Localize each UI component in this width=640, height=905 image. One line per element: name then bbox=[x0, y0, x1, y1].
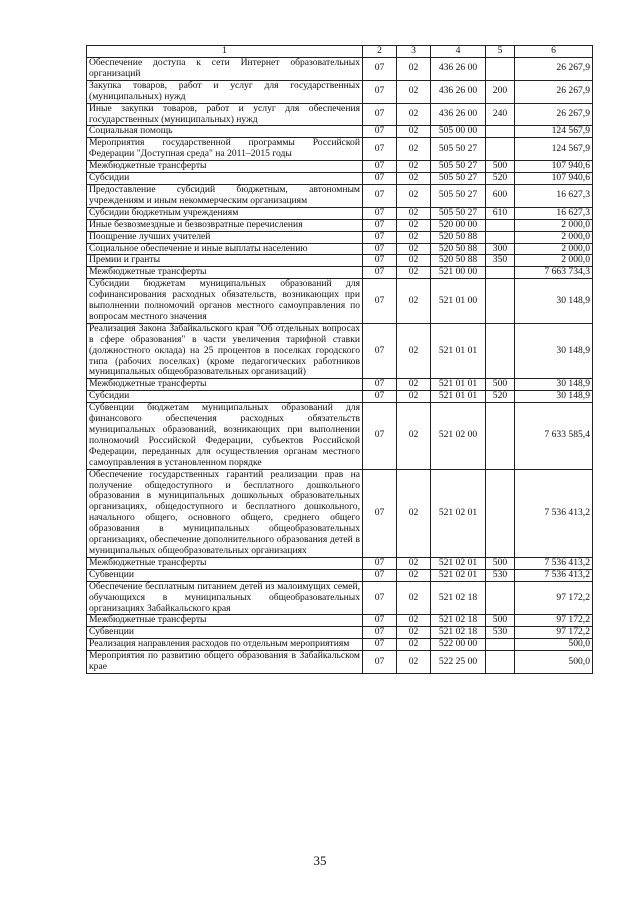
header-row bbox=[87, 46, 593, 58]
section-code-cell: 07 bbox=[363, 138, 397, 161]
target-article-cell: 521 02 01 bbox=[431, 569, 486, 581]
table-row bbox=[87, 161, 593, 173]
header-cell: 3 bbox=[397, 46, 431, 58]
subsection-code-cell: 02 bbox=[397, 379, 431, 391]
target-article-cell: 521 02 18 bbox=[431, 581, 486, 615]
section-code-cell: 07 bbox=[363, 231, 397, 243]
amount-cell: 97 172,2 bbox=[515, 627, 593, 639]
expense-name-cell: Субсидии бюджетным учреждениям bbox=[87, 207, 363, 219]
amount-cell: 2 000,0 bbox=[515, 231, 593, 243]
table-row bbox=[87, 255, 593, 267]
subsection-code-cell: 02 bbox=[397, 615, 431, 627]
expense-type-cell bbox=[486, 138, 515, 161]
target-article-cell: 521 01 00 bbox=[431, 279, 486, 324]
table-row bbox=[87, 279, 593, 324]
amount-cell: 7 536 413,2 bbox=[515, 569, 593, 581]
section-code-cell: 07 bbox=[363, 569, 397, 581]
amount-cell: 30 148,9 bbox=[515, 379, 593, 391]
expense-name-cell: Межбюджетные трансферты bbox=[87, 557, 363, 569]
subsection-code-cell: 02 bbox=[397, 639, 431, 651]
section-code-cell: 07 bbox=[363, 639, 397, 651]
table-row bbox=[87, 469, 593, 557]
section-code-cell: 07 bbox=[363, 267, 397, 279]
target-article-cell: 521 01 01 bbox=[431, 391, 486, 403]
expense-name-cell: Межбюджетные трансферты bbox=[87, 161, 363, 173]
target-article-cell: 505 50 27 bbox=[431, 138, 486, 161]
section-code-cell: 07 bbox=[363, 126, 397, 138]
amount-cell: 26 267,9 bbox=[515, 103, 593, 126]
expense-type-cell: 520 bbox=[486, 391, 515, 403]
section-code-cell: 07 bbox=[363, 391, 397, 403]
table-row bbox=[87, 379, 593, 391]
amount-cell: 7 536 413,2 bbox=[515, 557, 593, 569]
table-row bbox=[87, 569, 593, 581]
expense-name-cell: Закупка товаров, работ и услуг для государственных (муниципальных) нужд bbox=[87, 80, 363, 103]
section-code-cell: 07 bbox=[363, 379, 397, 391]
amount-cell: 26 267,9 bbox=[515, 58, 593, 81]
section-code-cell: 07 bbox=[363, 255, 397, 267]
expense-type-cell bbox=[486, 403, 515, 469]
target-article-cell: 505 00 00 bbox=[431, 126, 486, 138]
section-code-cell: 07 bbox=[363, 279, 397, 324]
amount-cell: 2 000,0 bbox=[515, 255, 593, 267]
expense-type-cell: 350 bbox=[486, 255, 515, 267]
subsection-code-cell: 02 bbox=[397, 161, 431, 173]
expense-name-cell: Иные безвозмездные и безвозвратные перечисления bbox=[87, 219, 363, 231]
expense-type-cell bbox=[486, 267, 515, 279]
target-article-cell: 522 25 00 bbox=[431, 651, 486, 674]
subsection-code-cell: 02 bbox=[397, 231, 431, 243]
section-code-cell: 07 bbox=[363, 219, 397, 231]
target-article-cell: 505 50 27 bbox=[431, 173, 486, 185]
expense-type-cell: 300 bbox=[486, 243, 515, 255]
expense-name-cell: Реализация Закона Забайкальского края "Об отдельных вопросах в сфере образования" в части увеличения тарифной ставки (должностного оклада) на 25 процентов в поселках городского типа (рабочих поселках) (кроме педагогических работников муниципальных общеобразовательных организаций) bbox=[87, 323, 363, 379]
expense-type-cell: 520 bbox=[486, 173, 515, 185]
section-code-cell: 07 bbox=[363, 651, 397, 674]
section-code-cell: 07 bbox=[363, 103, 397, 126]
subsection-code-cell: 02 bbox=[397, 103, 431, 126]
expense-type-cell bbox=[486, 581, 515, 615]
expense-type-cell bbox=[486, 651, 515, 674]
expense-name-cell: Предоставление субсидий бюджетным, автономным учреждениям и иным некоммерческим организациям bbox=[87, 184, 363, 207]
table-row bbox=[87, 219, 593, 231]
table-row bbox=[87, 651, 593, 674]
amount-cell: 26 267,9 bbox=[515, 80, 593, 103]
amount-cell: 7 663 734,3 bbox=[515, 267, 593, 279]
table-row bbox=[87, 173, 593, 185]
header-cell: 6 bbox=[515, 46, 593, 58]
target-article-cell: 522 00 00 bbox=[431, 639, 486, 651]
header-cell: 2 bbox=[363, 46, 397, 58]
target-article-cell: 521 01 01 bbox=[431, 379, 486, 391]
expense-type-cell: 240 bbox=[486, 103, 515, 126]
target-article-cell: 436 26 00 bbox=[431, 103, 486, 126]
expense-name-cell: Премии и гранты bbox=[87, 255, 363, 267]
expense-name-cell: Социальное обеспечение и иные выплаты населению bbox=[87, 243, 363, 255]
subsection-code-cell: 02 bbox=[397, 569, 431, 581]
expense-type-cell bbox=[486, 231, 515, 243]
subsection-code-cell: 02 bbox=[397, 219, 431, 231]
expense-type-cell: 600 bbox=[486, 184, 515, 207]
expense-type-cell bbox=[486, 219, 515, 231]
amount-cell: 500,0 bbox=[515, 651, 593, 674]
subsection-code-cell: 02 bbox=[397, 323, 431, 379]
expense-type-cell bbox=[486, 58, 515, 81]
amount-cell: 124 567,9 bbox=[515, 138, 593, 161]
table-row bbox=[87, 323, 593, 379]
expense-name-cell: Субвенции bbox=[87, 569, 363, 581]
target-article-cell: 505 50 27 bbox=[431, 161, 486, 173]
subsection-code-cell: 02 bbox=[397, 651, 431, 674]
subsection-code-cell: 02 bbox=[397, 138, 431, 161]
amount-cell: 30 148,9 bbox=[515, 323, 593, 379]
target-article-cell: 521 02 00 bbox=[431, 403, 486, 469]
expense-name-cell: Мероприятия по развитию общего образования в Забайкальском крае bbox=[87, 651, 363, 674]
section-code-cell: 07 bbox=[363, 469, 397, 557]
amount-cell: 16 627,3 bbox=[515, 184, 593, 207]
table-row bbox=[87, 231, 593, 243]
subsection-code-cell: 02 bbox=[397, 80, 431, 103]
amount-cell: 97 172,2 bbox=[515, 615, 593, 627]
target-article-cell: 521 02 18 bbox=[431, 615, 486, 627]
subsection-code-cell: 02 bbox=[397, 173, 431, 185]
subsection-code-cell: 02 bbox=[397, 184, 431, 207]
amount-cell: 30 148,9 bbox=[515, 391, 593, 403]
expense-type-cell bbox=[486, 469, 515, 557]
subsection-code-cell: 02 bbox=[397, 243, 431, 255]
amount-cell: 107 940,6 bbox=[515, 173, 593, 185]
expense-name-cell: Обеспечение государственных гарантий реализации прав на получение общедоступного и бесплатного дошкольного образования в муниципальных дошкольных образовательных организациях, общедоступного и бесплатного дошкольного, начального общего, основного общего, среднего общего образования в муниципальных общеобразовательных организациях, обеспечение дополнительного образования детей в муниципальных общеобразовательных организациях bbox=[87, 469, 363, 557]
amount-cell: 2 000,0 bbox=[515, 219, 593, 231]
header-cell: 4 bbox=[431, 46, 486, 58]
amount-cell: 30 148,9 bbox=[515, 279, 593, 324]
subsection-code-cell: 02 bbox=[397, 469, 431, 557]
expense-name-cell: Субвенции bbox=[87, 627, 363, 639]
section-code-cell: 07 bbox=[363, 243, 397, 255]
subsection-code-cell: 02 bbox=[397, 581, 431, 615]
expense-name-cell: Межбюджетные трансферты bbox=[87, 267, 363, 279]
table-row bbox=[87, 391, 593, 403]
expense-type-cell bbox=[486, 639, 515, 651]
section-code-cell: 07 bbox=[363, 323, 397, 379]
amount-cell: 7 536 413,2 bbox=[515, 469, 593, 557]
expense-type-cell: 500 bbox=[486, 379, 515, 391]
table-row bbox=[87, 615, 593, 627]
expense-type-cell: 500 bbox=[486, 557, 515, 569]
amount-cell: 16 627,3 bbox=[515, 207, 593, 219]
expense-name-cell: Межбюджетные трансферты bbox=[87, 379, 363, 391]
subsection-code-cell: 02 bbox=[397, 557, 431, 569]
target-article-cell: 520 50 88 bbox=[431, 255, 486, 267]
expense-name-cell: Мероприятия государственной программы Российской Федерации "Доступная среда" на 2011–2015 годы bbox=[87, 138, 363, 161]
expense-name-cell: Субсидии бюджетам муниципальных образований для софинансирования расходных обязательств, возникающих при выполнении полномочий органов местного самоуправления по вопросам местного значения bbox=[87, 279, 363, 324]
target-article-cell: 521 00 00 bbox=[431, 267, 486, 279]
section-code-cell: 07 bbox=[363, 627, 397, 639]
target-article-cell: 521 02 01 bbox=[431, 557, 486, 569]
amount-cell: 2 000,0 bbox=[515, 243, 593, 255]
section-code-cell: 07 bbox=[363, 615, 397, 627]
target-article-cell: 436 26 00 bbox=[431, 80, 486, 103]
target-article-cell: 436 26 00 bbox=[431, 58, 486, 81]
table-body bbox=[87, 58, 593, 674]
expense-name-cell: Иные закупки товаров, работ и услуг для обеспечения государственных (муниципальных) нужд bbox=[87, 103, 363, 126]
header-cell: 1 bbox=[87, 46, 363, 58]
table-row bbox=[87, 80, 593, 103]
table-row bbox=[87, 403, 593, 469]
expense-name-cell: Обеспечение доступа к сети Интернет образовательных организаций bbox=[87, 58, 363, 81]
amount-cell: 107 940,6 bbox=[515, 161, 593, 173]
expense-name-cell: Субсидии bbox=[87, 391, 363, 403]
expense-name-cell: Субсидии bbox=[87, 173, 363, 185]
section-code-cell: 07 bbox=[363, 173, 397, 185]
amount-cell: 7 633 585,4 bbox=[515, 403, 593, 469]
target-article-cell: 521 02 18 bbox=[431, 627, 486, 639]
target-article-cell: 505 50 27 bbox=[431, 184, 486, 207]
amount-cell: 500,0 bbox=[515, 639, 593, 651]
expense-name-cell: Межбюджетные трансферты bbox=[87, 615, 363, 627]
table-row bbox=[87, 184, 593, 207]
budget-table bbox=[86, 45, 593, 674]
subsection-code-cell: 02 bbox=[397, 627, 431, 639]
subsection-code-cell: 02 bbox=[397, 255, 431, 267]
table-row bbox=[87, 581, 593, 615]
subsection-code-cell: 02 bbox=[397, 391, 431, 403]
subsection-code-cell: 02 bbox=[397, 207, 431, 219]
expense-type-cell: 530 bbox=[486, 569, 515, 581]
expense-type-cell: 500 bbox=[486, 615, 515, 627]
expense-name-cell: Поощрение лучших учителей bbox=[87, 231, 363, 243]
table-row bbox=[87, 627, 593, 639]
target-article-cell: 521 02 01 bbox=[431, 469, 486, 557]
section-code-cell: 07 bbox=[363, 557, 397, 569]
subsection-code-cell: 02 bbox=[397, 126, 431, 138]
header-cell: 5 bbox=[486, 46, 515, 58]
table-row bbox=[87, 58, 593, 81]
table-row bbox=[87, 243, 593, 255]
expense-name-cell: Реализация направления расходов по отдельным мероприятиям bbox=[87, 639, 363, 651]
expense-type-cell: 500 bbox=[486, 161, 515, 173]
section-code-cell: 07 bbox=[363, 403, 397, 469]
target-article-cell: 520 00 00 bbox=[431, 219, 486, 231]
expense-name-cell: Субвенции бюджетам муниципальных образований для финансового обеспечения расходных обязательств муниципальных образований, возникающих при выполнении полномочий Российской Федерации, субъектов Российской Федерации, переданных для осуществления органам местного самоуправления в установленном порядке bbox=[87, 403, 363, 469]
subsection-code-cell: 02 bbox=[397, 267, 431, 279]
section-code-cell: 07 bbox=[363, 80, 397, 103]
table-row bbox=[87, 138, 593, 161]
table-row bbox=[87, 103, 593, 126]
expense-type-cell: 610 bbox=[486, 207, 515, 219]
target-article-cell: 520 50 88 bbox=[431, 243, 486, 255]
table-row bbox=[87, 126, 593, 138]
page-number: 35 bbox=[313, 853, 327, 868]
expense-name-cell: Обеспечение бесплатным питанием детей из малоимущих семей, обучающихся в муниципальных общеобразовательных организациях Забайкальского края bbox=[87, 581, 363, 615]
section-code-cell: 07 bbox=[363, 161, 397, 173]
target-article-cell: 521 01 01 bbox=[431, 323, 486, 379]
expense-type-cell bbox=[486, 323, 515, 379]
subsection-code-cell: 02 bbox=[397, 279, 431, 324]
expense-type-cell: 530 bbox=[486, 627, 515, 639]
amount-cell: 97 172,2 bbox=[515, 581, 593, 615]
table-row bbox=[87, 267, 593, 279]
subsection-code-cell: 02 bbox=[397, 58, 431, 81]
section-code-cell: 07 bbox=[363, 184, 397, 207]
amount-cell: 124 567,9 bbox=[515, 126, 593, 138]
subsection-code-cell: 02 bbox=[397, 403, 431, 469]
section-code-cell: 07 bbox=[363, 581, 397, 615]
expense-name-cell: Социальная помощь bbox=[87, 126, 363, 138]
table-row bbox=[87, 207, 593, 219]
expense-type-cell: 200 bbox=[486, 80, 515, 103]
section-code-cell: 07 bbox=[363, 207, 397, 219]
target-article-cell: 520 50 88 bbox=[431, 231, 486, 243]
section-code-cell: 07 bbox=[363, 58, 397, 81]
expense-type-cell bbox=[486, 279, 515, 324]
table-row bbox=[87, 639, 593, 651]
expense-type-cell bbox=[486, 126, 515, 138]
table-row bbox=[87, 557, 593, 569]
target-article-cell: 505 50 27 bbox=[431, 207, 486, 219]
